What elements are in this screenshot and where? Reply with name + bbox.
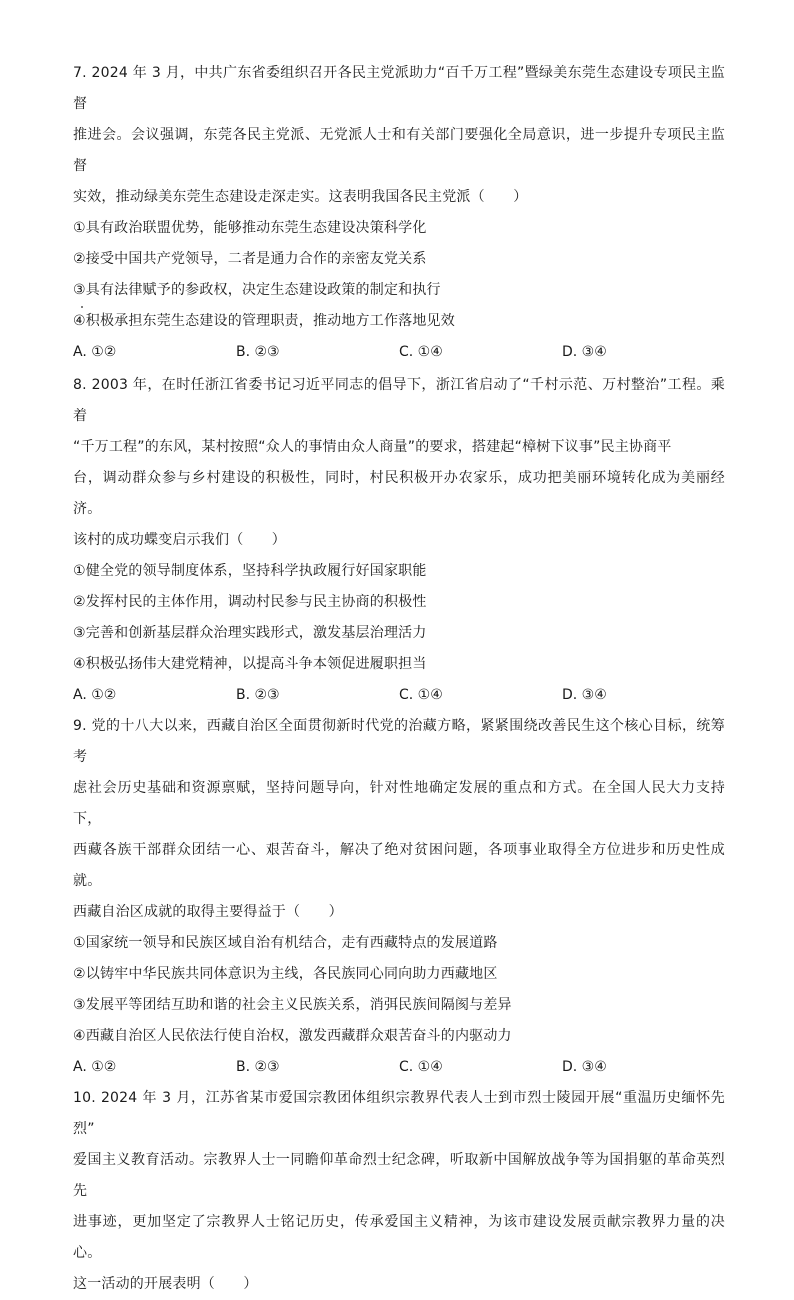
option-d: D. ③④ <box>562 687 607 703</box>
statement-1: ①国家统一领导和民族区域自治有机结合，走有西藏特点的发展道路 <box>73 935 498 951</box>
answer-options <box>73 337 725 368</box>
option-a: A. ①② <box>73 1059 117 1075</box>
question-stem-line: 推进会。会议强调，东莞各民主党派、无党派人士和有关部门要强化全局意识，进一步提升专项民主监督 <box>73 127 725 174</box>
question-stem-line: 9. 党的十八大以来，西藏自治区全面贯彻新时代党的治藏方略，紧紧围绕改善民生这个核心目标，统筹考 <box>73 718 725 765</box>
stray-dot-mark <box>81 306 83 308</box>
exam-page <box>73 58 725 1300</box>
question-stem-line: 10. 2024 年 3 月，江苏省某市爱国宗教团体组织宗教界代表人士到市烈士陵园开展“重温历史缅怀先烈” <box>73 1090 725 1137</box>
question-stem-line: 爱国主义教育活动。宗教界人士一同瞻仰革命烈士纪念碑，听取新中国解放战争等为国捐躯的革命英烈先 <box>73 1152 725 1199</box>
statement-2: ②以铸牢中华民族共同体意识为主线，各民族同心同向助力西藏地区 <box>73 966 498 982</box>
question-stem-line: 实效，推动绿美东莞生态建设走深走实。这表明我国各民主党派（ ） <box>73 189 528 205</box>
option-a: A. ①② <box>73 687 117 703</box>
option-c: C. ①④ <box>399 344 443 360</box>
statement-4: ④西藏自治区人民依法行使自治权，激发西藏群众艰苦奋斗的内驱动力 <box>73 1028 512 1044</box>
question-7 <box>73 58 725 368</box>
option-d: D. ③④ <box>562 1059 607 1075</box>
answer-options <box>73 680 725 711</box>
statement-1: ①具有政治联盟优势，能够推动东莞生态建设决策科学化 <box>73 220 427 236</box>
option-b: B. ②③ <box>236 687 280 703</box>
option-a: A. ①② <box>73 344 117 360</box>
question-9 <box>73 711 725 1083</box>
option-b: B. ②③ <box>236 344 280 360</box>
statement-4: ④积极承担东莞生态建设的管理职责，推动地方工作落地见效 <box>73 313 455 329</box>
statement-2: ②接受中国共产党领导，二者是通力合作的亲密友党关系 <box>73 251 427 267</box>
question-stem-line: 7. 2024 年 3 月，中共广东省委组织召开各民主党派助力“百千万工程”暨绿美东莞生态建设专项民主监督 <box>73 65 725 112</box>
question-stem-line: 该村的成功蝶变启示我们（ ） <box>73 532 286 548</box>
statement-3: ③完善和创新基层群众治理实践形式，激发基层治理活力 <box>73 625 427 641</box>
option-c: C. ①④ <box>399 1059 443 1075</box>
question-stem-line: 进事迹，更加坚定了宗教界人士铭记历史，传承爱国主义精神，为该市建设发展贡献宗教界力量的决心。 <box>73 1214 725 1261</box>
statement-2: ②发挥村民的主体作用，调动村民参与民主协商的积极性 <box>73 594 427 610</box>
option-d: D. ③④ <box>562 344 607 360</box>
question-stem-line: 虑社会历史基础和资源禀赋，坚持问题导向，针对性地确定发展的重点和方式。在全国人民大力支持下， <box>73 780 725 827</box>
question-stem-line: 西藏各族干部群众团结一心、艰苦奋斗，解决了绝对贫困问题，各项事业取得全方位进步和历史性成就。 <box>73 842 725 889</box>
question-stem-line: 台，调动群众参与乡村建设的积极性，同时，村民积极开办农家乐，成功把美丽环境转化成为美丽经济。 <box>73 470 725 517</box>
option-c: C. ①④ <box>399 687 443 703</box>
statement-4: ④积极弘扬伟大建党精神，以提高斗争本领促进履职担当 <box>73 656 427 672</box>
question-stem-line: 这一活动的开展表明（ ） <box>73 1276 258 1292</box>
answer-options <box>73 1052 725 1083</box>
statement-1: ①健全党的领导制度体系，坚持科学执政履行好国家职能 <box>73 563 427 579</box>
question-10 <box>73 1083 725 1300</box>
option-b: B. ②③ <box>236 1059 280 1075</box>
question-stem-line: 8. 2003 年，在时任浙江省委书记习近平同志的倡导下，浙江省启动了“千村示范、万村整治”工程。乘着 <box>73 377 725 424</box>
question-8 <box>73 370 725 711</box>
question-stem-line: “千万工程”的东风，某村按照“众人的事情由众人商量”的要求，搭建起“樟树下议事”民主协商平 <box>73 439 672 455</box>
statement-3: ③发展平等团结互助和谐的社会主义民族关系，消弭民族间隔阂与差异 <box>73 997 512 1013</box>
question-stem-line: 西藏自治区成就的取得主要得益于（ ） <box>73 904 343 920</box>
statement-3: ③具有法律赋予的参政权，决定生态建设政策的制定和执行 <box>73 282 441 298</box>
